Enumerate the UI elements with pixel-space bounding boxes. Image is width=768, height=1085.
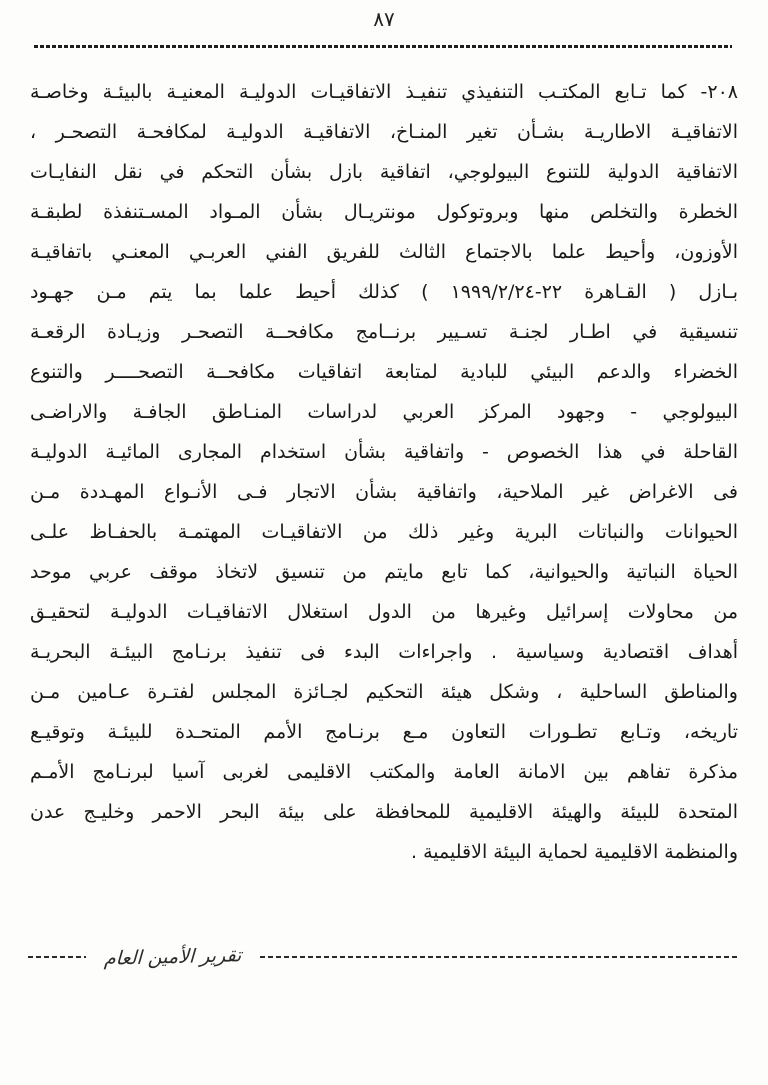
paragraph-line: الخطرة والتخلص منها وبروتوكول مونتريـال بشأن المـواد المسـتنفذة لطبقـة <box>30 201 738 223</box>
paragraph-line: الاتفاقيـة الاطاريـة بشـأن تغير المنـاخ، الاتفاقيـة الدوليـة لمكافحـة التصحـر ، <box>30 121 738 143</box>
paragraph-line: أهداف اقتصادية وسياسية . واجراءات البدء فى تنفيذ برنـامج البيئـة البحريـة <box>30 641 738 663</box>
footer-divider-rule-left <box>28 956 86 958</box>
paragraph-line: الحياة النباتية والحيوانية، كما تابع مايتم من تنسيق لاتخاذ موقف عربي موحد <box>30 561 738 583</box>
page-number: ٨٧ <box>373 7 395 31</box>
header-divider-rule <box>34 45 732 48</box>
footer-handwritten-annotation: تقرير الأمين العام <box>103 944 242 970</box>
paragraph-line: فى الاغراض غير الملاحية، واتفاقية بشأن الاتجار فـى الأنـواع المهـددة مـن <box>30 481 738 503</box>
paragraph-line: بـازل ( القـاهرة ٢٢-١٩٩٩/٢/٢٤ ) كذلك أحيط علما بما يتم مـن جهـود <box>30 281 738 303</box>
paragraph-line: الخضراء والدعم البيئي للبادية لمتابعة اتفاقيات مكافحــة التصحــــر والتنوع <box>30 361 738 383</box>
paragraph-208 <box>30 72 738 872</box>
paragraph-line: القاحلة في هذا الخصوص - واتفاقية بشأن استخدام المجارى المائيـة الدوليـة <box>30 441 738 463</box>
paragraph-line: من محاولات إسرائيل وغيرها من الدول استغلال الاتفاقيـات الدوليـة لتحقيـق <box>30 601 738 623</box>
paragraph-line: تنسيقية في اطـار لجنـة تسـيير برنــامج مكافحــة التصحـر وزيـادة الرقعـة <box>30 321 738 343</box>
paragraph-line: ٢٠٨- كما تـابع المكتـب التنفيذي تنفيـذ الاتفاقيـات الدوليـة المعنيـة بالبيئـة وخاصـة <box>30 81 738 103</box>
paragraph-line: تاريخه، وتـابع تطـورات التعاون مـع برنـامج الأمم المتحـدة للبيئـة وتوقيـع <box>30 721 738 743</box>
paragraph-line: المتحدة للبيئة والهيئة الاقليمية للمحافظة على بيئة البحر الاحمر وخليـج عدن <box>30 801 738 823</box>
paragraph-line: الأوزون، وأحيط علما بالاجتماع الثالث للفريق الفني العربـي المعنـي باتفاقيـة <box>30 241 738 263</box>
paragraph-line: الحيوانات والنباتات البرية وغير ذلك من الاتفاقيـات المهتمـة بالحفـاظ علـى <box>30 521 738 543</box>
paragraph-line: البيولوجي - وجهود المركز العربي لدراسات المنـاطق الجافـة والاراضـى <box>30 401 738 423</box>
paragraph-line: والمناطق الساحلية ، وشكل هيئة التحكيم لجـائزة المجلس لفتـرة عـامين مـن <box>30 681 738 703</box>
paragraph-line: الاتفاقية الدولية للتنوع البيولوجي، اتفاقية بازل بشأن التحكم في نقل النفايـات <box>30 161 738 183</box>
footer <box>28 946 740 968</box>
paragraph-line: مذكرة تفاهم بين الامانة العامة والمكتب الاقليمى لغربى آسيا لبرنـامج الأمـم <box>30 761 738 783</box>
footer-divider-rule-right <box>260 956 740 958</box>
paragraph-line: والمنظمة الاقليمية لحماية البيئة الاقليمية . <box>411 841 738 863</box>
